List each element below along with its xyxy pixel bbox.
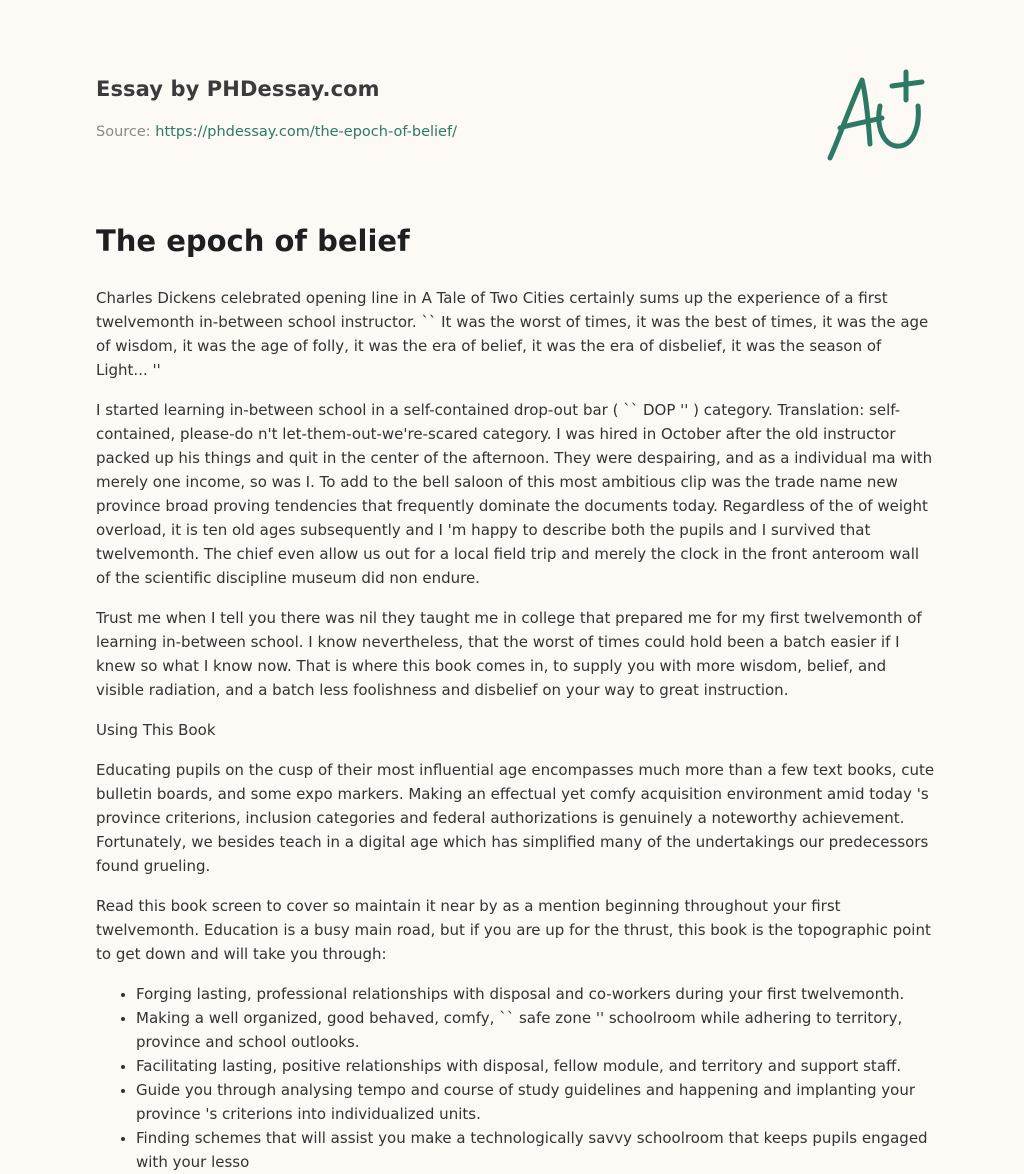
source-link[interactable]: https://phdessay.com/the-epoch-of-belief/ xyxy=(155,124,457,140)
list-item: • Facilitating lasting, positive relationships with disposal, fellow module, and territory and support staff. xyxy=(136,1054,936,1078)
bullet-list xyxy=(96,982,936,1174)
list-item: • Guide you through analysing tempo and course of study guidelines and happening and implanting your province 's criterions into individualized units. xyxy=(136,1078,936,1126)
list-item: • Making a well organized, good behaved, comfy, `` safe zone '' schoolroom while adhering to territory, province and school outlooks. xyxy=(136,1006,936,1054)
a-plus-logo-icon xyxy=(822,66,928,166)
paragraph: Charles Dickens celebrated opening line in A Tale of Two Cities certainly sums up the experience of a first twelvemonth in-between school instructor. `` It was the worst of times, it was the best of times, it was the age of wisdom, it was the age of folly, it was the era of belief, it was the era of disbelief, it was the season of Light... '' xyxy=(96,289,929,379)
section-heading: Using This Book xyxy=(96,721,216,739)
source-label: Source: xyxy=(96,124,156,140)
paragraph: Trust me when I tell you there was nil they taught me in college that prepared me for my first twelvemonth of learning in-between school. I know nevertheless, that the worst of times could hold been a batch easier if I knew so what I know now. That is where this book comes in, to supply you with more wisdom, belief, and visible radiation, and a batch less foolishness and disbelief on your way to great instruction. xyxy=(96,609,922,699)
document-title: The epoch of belief xyxy=(96,224,410,258)
source-line xyxy=(96,124,457,140)
paragraph: Educating pupils on the cusp of their most influential age encompasses much more than a few text books, cute bulletin boards, and some expo markers. Making an effectual yet comfy acquisition environment amid today 's province criterions, inclusion categories and federal authorizations is genuinely a noteworthy achievement. Fortunately, we besides teach in a digital age which has simplified many of the undertakings our predecessors found grueling. xyxy=(96,761,935,875)
paragraph: I started learning in-between school in a self-contained drop-out bar ( `` DOP '' ) category. Translation: self-contained, please-do n't let-them-out-we're-scared category. I was hired in October after the old instructor packed up his things and quit in the center of the afternoon. They were despairing, and as a individual ma with merely one income, so was I. To add to the bell saloon of this most ambitious clip was the trade name new province broad proving tendencies that frequently dominate the documents today. Regardless of the of weight overload, it is ten old ages subsequently and I 'm happy to describe both the pupils and I survived that twelvemonth. The chief even allow us out for a local field trip and merely the clock in the front anteroom wall of the scientific discipline museum did non endure. xyxy=(96,401,933,587)
list-item: • Forging lasting, professional relationships with disposal and co-workers during your first twelvemonth. xyxy=(136,982,936,1006)
site-title: Essay by PHDessay.com xyxy=(96,77,380,101)
essay-body xyxy=(96,286,936,1174)
paragraph: Read this book screen to cover so maintain it near by as a mention beginning throughout your first twelvemonth. Education is a busy main road, but if you are up for the thrust, this book is the topographic point to get down and will take you through: xyxy=(96,897,931,963)
list-item: • Finding schemes that will assist you make a technologically savvy schoolroom that keeps pupils engaged with your lesso xyxy=(136,1126,936,1174)
